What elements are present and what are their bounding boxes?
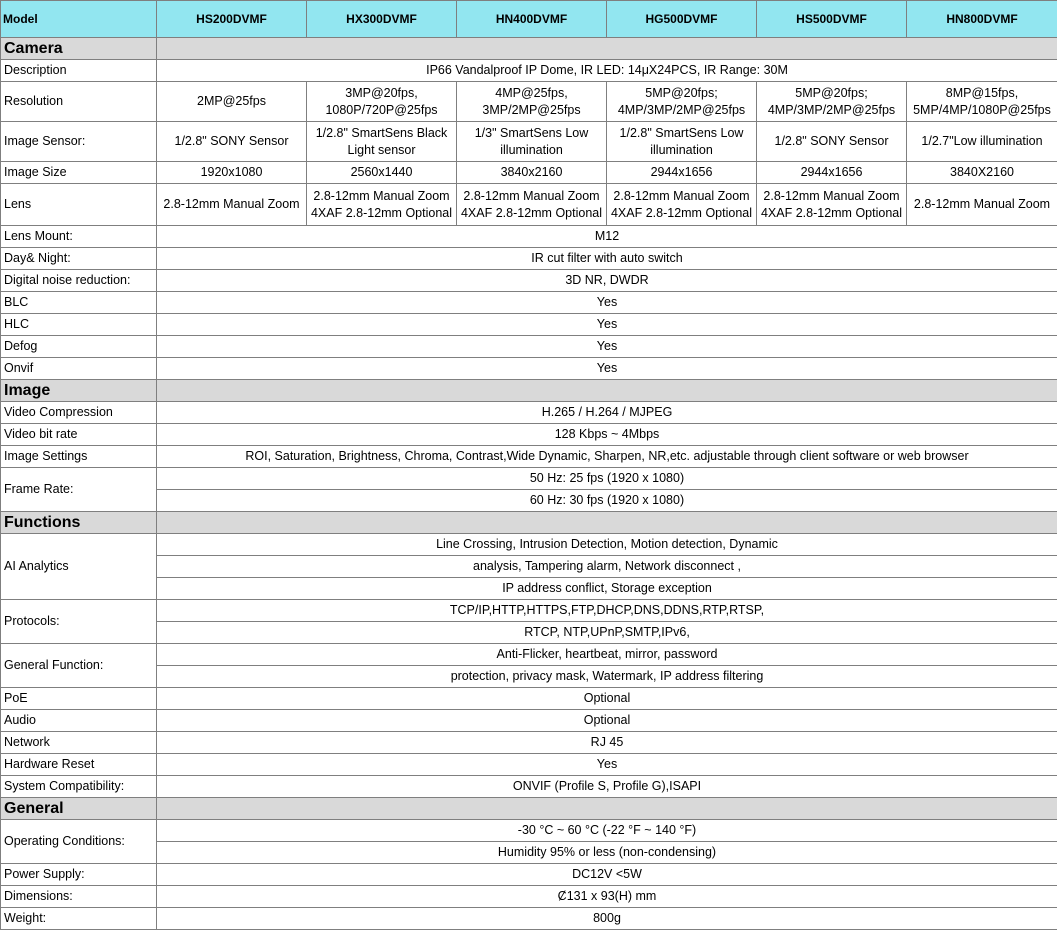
table-row [1, 292, 1057, 314]
row-value: 5MP@20fps; 4MP/3MP/2MP@25fps [757, 82, 907, 122]
header-row [1, 1, 1057, 38]
row-value: 128 Kbps ~ 4Mbps [157, 424, 1057, 446]
row-value: DC12V <5W [157, 864, 1057, 886]
row-value: 2MP@25fps [157, 82, 307, 122]
table-row [1, 358, 1057, 380]
row-value: 8MP@15fps, 5MP/4MP/1080P@25fps [907, 82, 1057, 122]
row-label: Lens Mount: [1, 226, 157, 248]
section-general [1, 798, 1057, 820]
table-row [1, 424, 1057, 446]
table-row [1, 184, 1057, 226]
row-value: analysis, Tampering alarm, Network disconnect , [157, 556, 1057, 578]
model-name: HN800DVMF [907, 1, 1057, 38]
table-row [1, 468, 1057, 490]
row-value: Line Crossing, Intrusion Detection, Motion detection, Dynamic [157, 534, 1057, 556]
row-label: Image Settings [1, 446, 157, 468]
row-value: 5MP@20fps; 4MP/3MP/2MP@25fps [607, 82, 757, 122]
table-row [1, 534, 1057, 556]
row-label: Hardware Reset [1, 754, 157, 776]
row-label: Video Compression [1, 402, 157, 424]
table-row [1, 270, 1057, 292]
row-label: Day& Night: [1, 248, 157, 270]
table-row [1, 402, 1057, 424]
table-row [1, 556, 1057, 578]
section-title: Image [1, 380, 157, 402]
table-row [1, 226, 1057, 248]
row-label: Digital noise reduction: [1, 270, 157, 292]
row-value: Yes [157, 292, 1057, 314]
row-value: 3MP@20fps, 1080P/720P@25fps [307, 82, 457, 122]
table-row [1, 622, 1057, 644]
row-value: Anti-Flicker, heartbeat, mirror, password [157, 644, 1057, 666]
row-value: IR cut filter with auto switch [157, 248, 1057, 270]
section-title: Functions [1, 512, 157, 534]
row-label: Defog [1, 336, 157, 358]
row-value: ROI, Saturation, Brightness, Chroma, Contrast,Wide Dynamic, Sharpen, NR,etc. adjustable through client software or web browser [157, 446, 1057, 468]
row-label: PoE [1, 688, 157, 710]
table-row [1, 600, 1057, 622]
row-value: 2.8-12mm Manual Zoom [157, 184, 307, 226]
row-label: AI Analytics [1, 534, 157, 600]
table-row [1, 248, 1057, 270]
row-value: 1/2.8" SONY Sensor [157, 122, 307, 162]
row-value: ONVIF (Profile S, Profile G),ISAPI [157, 776, 1057, 798]
section-title: General [1, 798, 157, 820]
table-row [1, 336, 1057, 358]
row-value: RTCP, NTP,UPnP,SMTP,IPv6, [157, 622, 1057, 644]
model-name: HX300DVMF [307, 1, 457, 38]
row-value: TCP/IP,HTTP,HTTPS,FTP,DHCP,DNS,DDNS,RTP,RTSP, [157, 600, 1057, 622]
row-value: Optional [157, 688, 1057, 710]
table-row [1, 842, 1057, 864]
table-row [1, 314, 1057, 336]
row-label: Network [1, 732, 157, 754]
row-label: Weight: [1, 908, 157, 930]
row-label: Resolution [1, 82, 157, 122]
row-label: Video bit rate [1, 424, 157, 446]
row-value: Humidity 95% or less (non-condensing) [157, 842, 1057, 864]
row-label: System Compatibility: [1, 776, 157, 798]
row-value: 1/2.7"Low illumination [907, 122, 1057, 162]
row-label: Frame Rate: [1, 468, 157, 512]
section-camera [1, 38, 1057, 60]
section-image [1, 380, 1057, 402]
row-value: 3840X2160 [907, 162, 1057, 184]
table-row [1, 754, 1057, 776]
table-row [1, 666, 1057, 688]
table-row [1, 60, 1057, 82]
table-row [1, 162, 1057, 184]
row-value: 1920x1080 [157, 162, 307, 184]
row-label: Lens [1, 184, 157, 226]
model-name: HS200DVMF [157, 1, 307, 38]
table-row [1, 776, 1057, 798]
table-row [1, 710, 1057, 732]
row-value: 2560x1440 [307, 162, 457, 184]
row-value: protection, privacy mask, Watermark, IP address filtering [157, 666, 1057, 688]
row-value: IP address conflict, Storage exception [157, 578, 1057, 600]
model-header: Model [1, 1, 157, 38]
row-label: Dimensions: [1, 886, 157, 908]
row-value: Yes [157, 336, 1057, 358]
table-row [1, 122, 1057, 162]
row-value: RJ 45 [157, 732, 1057, 754]
row-value: 2.8-12mm Manual Zoom 4XAF 2.8-12mm Optional [607, 184, 757, 226]
row-value: H.265 / H.264 / MJPEG [157, 402, 1057, 424]
row-value: 1/2.8" SmartSens Low illumination [607, 122, 757, 162]
model-name: HN400DVMF [457, 1, 607, 38]
model-name: HS500DVMF [757, 1, 907, 38]
row-value: 60 Hz: 30 fps (1920 x 1080) [157, 490, 1057, 512]
section-functions [1, 512, 1057, 534]
row-label: Onvif [1, 358, 157, 380]
table-row [1, 688, 1057, 710]
row-label: Audio [1, 710, 157, 732]
row-label: Power Supply: [1, 864, 157, 886]
table-row [1, 886, 1057, 908]
row-value: 3D NR, DWDR [157, 270, 1057, 292]
row-value: Yes [157, 314, 1057, 336]
row-label: General Function: [1, 644, 157, 688]
section-title: Camera [1, 38, 157, 60]
table-row [1, 908, 1057, 930]
row-value: 1/2.8" SmartSens Black Light sensor [307, 122, 457, 162]
row-label: BLC [1, 292, 157, 314]
row-label: Image Size [1, 162, 157, 184]
table-row [1, 644, 1057, 666]
row-value: 1/3" SmartSens Low illumination [457, 122, 607, 162]
row-label: Image Sensor: [1, 122, 157, 162]
row-value: 4MP@25fps, 3MP/2MP@25fps [457, 82, 607, 122]
row-value: 1/2.8" SONY Sensor [757, 122, 907, 162]
row-value: 2944x1656 [757, 162, 907, 184]
table-row [1, 82, 1057, 122]
table-row [1, 732, 1057, 754]
table-row [1, 820, 1057, 842]
row-value: Ȼ131 x 93(H) mm [157, 886, 1057, 908]
row-label: Description [1, 60, 157, 82]
table-row [1, 446, 1057, 468]
row-value: 50 Hz: 25 fps (1920 x 1080) [157, 468, 1057, 490]
row-value: Yes [157, 358, 1057, 380]
model-name: HG500DVMF [607, 1, 757, 38]
row-value: IP66 Vandalproof IP Dome, IR LED: 14μX24PCS, IR Range: 30M [157, 60, 1057, 82]
row-value: Yes [157, 754, 1057, 776]
row-value: 3840x2160 [457, 162, 607, 184]
row-value: -30 °C ~ 60 °C (-22 °F ~ 140 °F) [157, 820, 1057, 842]
row-value: Optional [157, 710, 1057, 732]
row-value: 800g [157, 908, 1057, 930]
row-value: M12 [157, 226, 1057, 248]
row-value: 2.8-12mm Manual Zoom [907, 184, 1057, 226]
row-value: 2.8-12mm Manual Zoom 4XAF 2.8-12mm Optional [757, 184, 907, 226]
row-value: 2.8-12mm Manual Zoom 4XAF 2.8-12mm Optional [457, 184, 607, 226]
row-label: Protocols: [1, 600, 157, 644]
row-label: Operating Conditions: [1, 820, 157, 864]
row-label: HLC [1, 314, 157, 336]
table-row [1, 578, 1057, 600]
row-value: 2.8-12mm Manual Zoom 4XAF 2.8-12mm Optional [307, 184, 457, 226]
row-value: 2944x1656 [607, 162, 757, 184]
table-row [1, 864, 1057, 886]
table-row [1, 490, 1057, 512]
